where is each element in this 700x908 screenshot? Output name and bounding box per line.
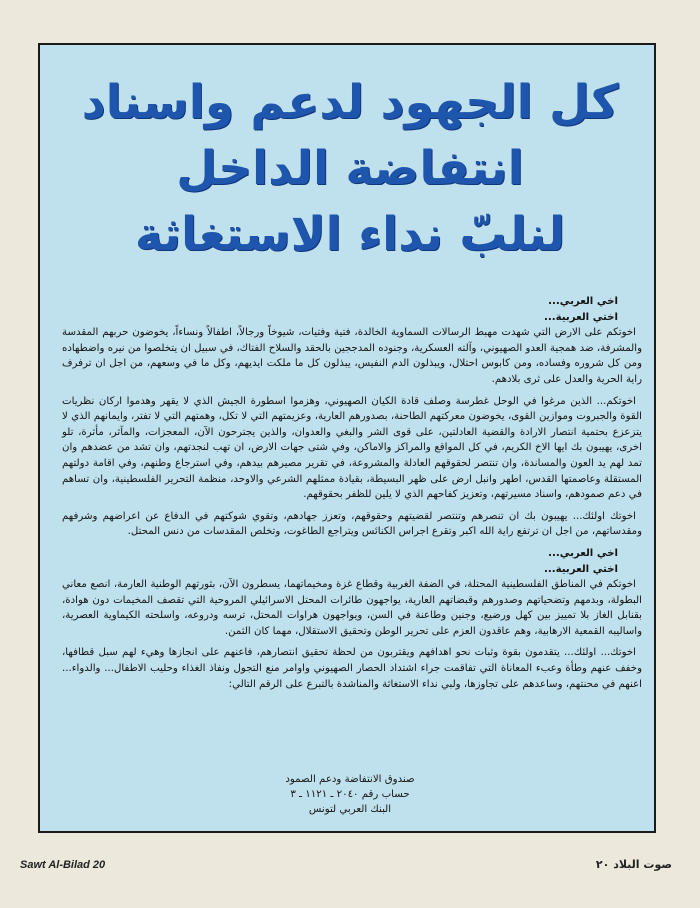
headline-line-3: لنلبّ نداء الاستغاثة bbox=[134, 207, 566, 262]
footer-page-label-arabic: صوت البلاد ٢٠ bbox=[595, 858, 672, 871]
salutation-male-1: اخي العربي... bbox=[548, 296, 618, 307]
fund-name: صندوق الانتفاضة ودعم الصمود bbox=[285, 774, 415, 785]
footer-page-label-latin: Sawt Al-Bilad 20 bbox=[20, 859, 106, 871]
salutation-male-2: اخي العربي... bbox=[548, 547, 618, 559]
fund-account: حساب رقم ٢٠٤٠ ـ ١١٢١ ـ ٣ bbox=[290, 789, 410, 800]
fund-bank: البنك العربي لتونس bbox=[308, 804, 392, 815]
headline bbox=[60, 70, 640, 268]
donation-details bbox=[200, 772, 500, 817]
salutation-female-2: اختي العربية... bbox=[543, 563, 618, 575]
paragraph-4: اخوتكم في المناطق الفلسطينية المحتلة، في الضفة الغربية وقطاع غزة ومخيماتهما، يسطرون الآن، بثورتهم الوطنية العارمة، انصع معاني البطولة، وبدمهم وتضحياتهم وصدورهم وقبضاتهم العارية، يواجهون طائرات المحتل الاسرائيلي المروحية التي تقصف المخيمات دون هوادة، بقنابل الغاز بلا تمييز بين كهل ورضيع، وجنين وطاعنة في السن، ويواجهون هراوات المحتل، ترسه ودروعه، واسلحته الكيماوية العصرية، واساليبه القمعية الارهابية، وهم عاقدون العزم على تحرير الوطن وتحقيق الاستقلال، مهما كان الثمن. bbox=[62, 579, 642, 637]
paragraph-2: اخوتكم... الذين مرغوا في الوحل غطرسة وصلف قادة الكيان الصهيوني، وهزموا اسطورة الجيش الذي لا يقهر وهدموا اركان نظريات القوة والجبروت وموازين القوى، يخوضون معركتهم الطاحنة، بصدورهم العارية، وعزيمتهم التي لا تكل، وهمتهم التي لا تفتر، وايمانهم الذي لا يتزعزع بحتمية انتصار الارادة والقضية العادلتين، على قوى الشر والبغي والعدوان، والذين يجترحون الآن، المعجزات، والمآثر، مأثرة، تلو اخرى، يهيبون بك ايها الاخ الكريم، في كل المواقع والمراكز والاماكن، وفي شتى جهات الارض، ان تهب لنجدتهم، وان تشد من عضدهم وان تمد لهم يد العون والمساندة، وان تنتصر لحقوقهم العادلة والمشروعة، في تقرير مصيرهم بيدهم، وفي استرجاع وطنهم، وفي اقامة دولتهم المستقلة وعاصمتها القدس، اطهر وانبل ارض على ظهر البسيطة، بقيادة ممثلهم الشرعي والاوحد، منظمة التحرير الفلسطينية، وان تساهم في دعم صمودهم، واسناد مسيرتهم، وتعزيز كفاحهم الذي لا يلين للظفر بحقوقهم. bbox=[62, 395, 642, 501]
headline-line-1: كل الجهود لدعم واسناد bbox=[81, 75, 619, 130]
salutation-female-1: اختي العربية... bbox=[543, 311, 618, 323]
paragraph-3: اخوتك اولئك... يهيبون بك ان تنصرهم وتنتصر لقضيتهم وحقوقهم، وتعزز جهادهم، وتقوي شوكتهم في الدفاع عن اعراضهم وشرفهم ومقدساتهم، من اجل ان ترتفع راية الله اكبر وتقرع اجراس الكنائس ويتراجع الطاغوت، وتخلص المقدسات من دنس المحتل. bbox=[62, 510, 642, 538]
article-body bbox=[62, 294, 642, 698]
paragraph-1: اخوتكم على الارض التي شهدت مهبط الرسالات السماوية الخالدة، فتية وفتيات، شيوخاً ورجالاً، اطفالاً ونساءاً، يخوضون حربهم المقدسة والمشرفة، ضد همجية العدو الصهيوني، وآلته العسكرية، وجنوده المدججين بالحقد والسلاح الفتاك، في سبيل ان يتخلصوا من نيره واضطهاده ومن كل شروره وفساده، ومن كابوس احتلال، ويبذلون الدم النفيس، يبذلون كل ما ملكت ايديهم، وكل ما في وسعهم، من اجل ان ترفرف راية الحرية والعدل على ثرى بلادهم. bbox=[62, 327, 642, 385]
headline-line-2: انتفاضة الداخل bbox=[176, 141, 524, 196]
paragraph-5: اخوتك... اولئك... يتقدمون بقوة وثبات نحو اهدافهم ويقتربون من لحظة تحقيق انتصارهم، فاعنهم على انجازها وهيء لهم سبل قطافها، وخفف عنهم وطأة وعبء المعاناة التي تفاقمت جراء اشتداد الحصار الصهيوني واوامر منع التجول ونفاذ الغذاء وحليب الاطفال... والدواء... اعنهم في محنتهم، وساعدهم على تجاوزها، ولبي نداء الاستغاثة والمناشدة بالتبرع على الرقم التالي: bbox=[62, 647, 642, 690]
